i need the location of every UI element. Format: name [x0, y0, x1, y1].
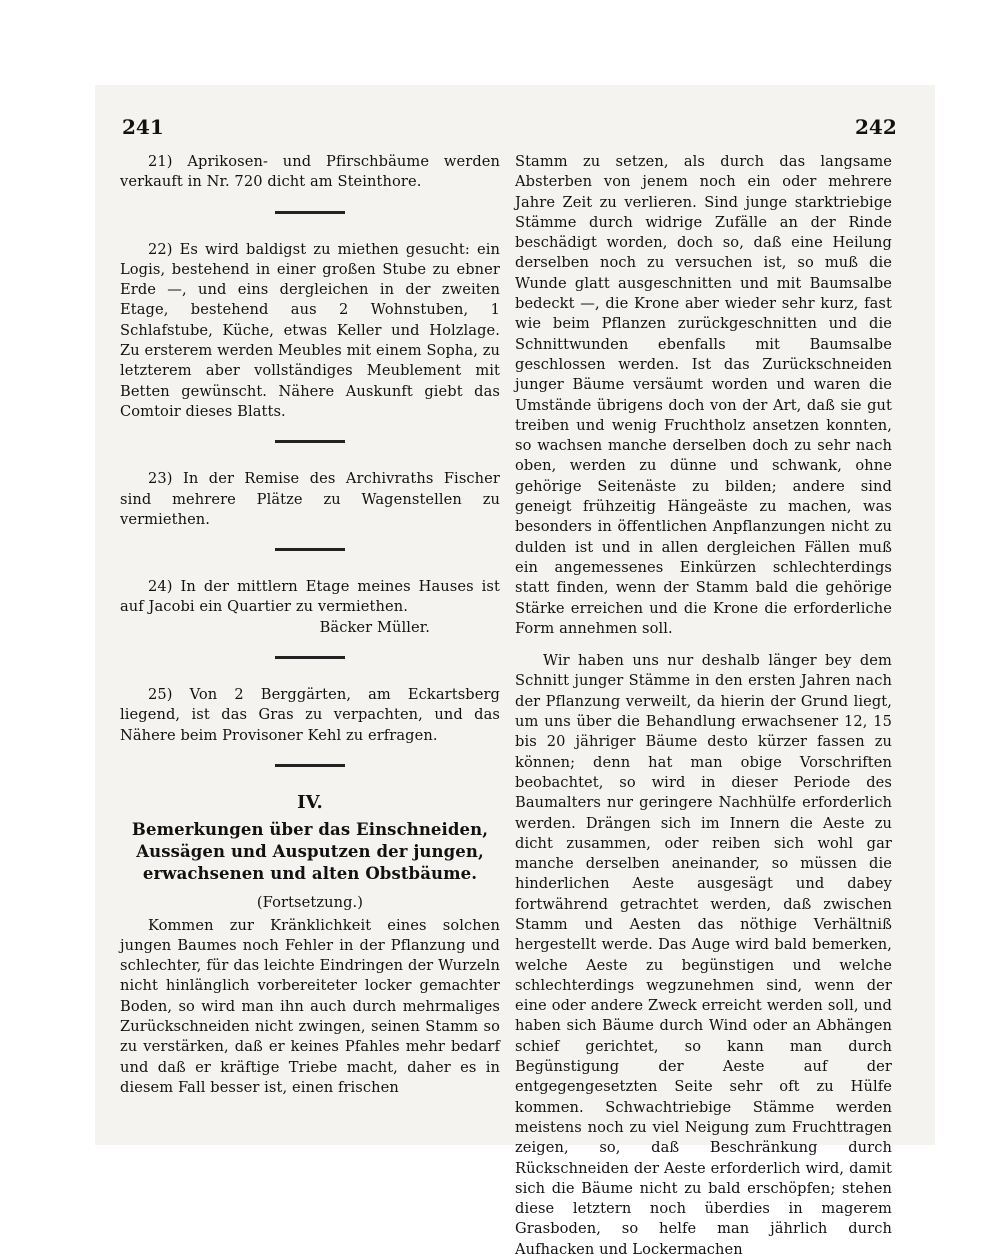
article-paragraph-2: Wir haben uns nur deshalb länger bey dem Schnitt junger Stämme in den ersten Jahren nach der Pflanzung verweilt, da hierin der Grund liegt, um uns über die Behandlung erwachsener 12, 15 bis 20 jähriger Bäume desto kürzer fassen zu können; denn hat man obige Vorschriften beobachtet, so wird in dieser Periode des Baumalters nur geringere Nachhülfe erforderlich werden. Drängen sich im Innern die Aeste zu dicht zusammen, oder reiben sich wohl gar manche derselben aneinander, so müssen die hinderlichen Aeste ausgesägt und dabey fortwährend getrachtet werden, daß zwischen Stamm und Aesten das nöthige Verhältniß hergestellt werde. Das Auge wird bald bemerken, welche Aeste zu begünstigen und welche schlechterdings wegzunehmen sind, wenn der eine oder andere Zweck erreicht werden soll, und haben sich Bäume durch Wind oder an Abhängen schief gerichtet, so kann man durch Begünstigung der Aeste auf der entgegengesetzten Seite sehr oft zu Hülfe kommen. Schwachtriebige Stämme werden meistens noch zu viel Neigung zum Fruchttragen zeigen, so, daß Beschränkung durch Rückschneiden der Aeste erforderlich wird, damit sich die Bäume nicht zu bald erschöpfen; stehen diese letztern noch überdies in magerem Grasboden, so helfe man jährlich durch Aufhacken und Lockermachen [515, 652, 892, 1258]
right-column [515, 152, 892, 1260]
section-body-left: Kommen zur Kränklichkeit eines solchen jungen Baumes noch Fehler in der Pflanzung und schlechter, für das leichte Eindringen der Wurzeln nicht hinlänglich vorbereiteter locker gemachter Boden, so wird man ihn auch durch mehrmaliges Zurückschneiden nicht zwingen, seinen Stamm so zu verstärken, daß er keines Pfahles mehr bedarf und daß er kräftige Triebe macht, daher es in diesem Fall besser ist, einen frischen [120, 916, 500, 1096]
separator-rule [275, 211, 345, 214]
notice-24: 24) In der mittlern Etage meines Hauses ist auf Jacobi ein Quartier zu vermiethen. [120, 578, 500, 616]
page-number-right: 242 [855, 115, 897, 139]
notice-25: 25) Von 2 Berggärten, am Eckartsberg liegend, ist das Gras zu verpachten, und das Nähere beim Provisoner Kehl zu erfragen. [120, 686, 500, 744]
left-column [120, 152, 500, 1098]
separator-rule [275, 440, 345, 443]
notice-23: 23) In der Remise des Archivraths Fischer sind mehrere Plätze zu Wagenstellen zu vermiethen. [120, 470, 500, 528]
page-number-left: 241 [122, 115, 164, 139]
notice-22: 22) Es wird baldigst zu miethen gesucht: ein Logis, bestehend in einer großen Stube zu ebner Erde —, und eins dergleichen in der zweiten Etage, bestehend aus 2 Wohnstuben, 1 Schlafstube, Küche, etwas Keller und Holzlage. Zu ersterem werden Meubles mit einem Sopha, zu letzterem aber vollständiges Meublement mit Betten gewünscht. Nähere Auskunft giebt das Comtoir dieses Blatts. [120, 240, 500, 420]
separator-rule [275, 764, 345, 767]
separator-rule [275, 656, 345, 659]
notice-24-signature: Bäcker Müller. [319, 618, 430, 636]
section-heading: Bemerkungen über das Einschneiden, Aussägen und Ausputzen der jungen, erwachsenen und alten Obstbäume. [131, 820, 489, 884]
article-paragraph-1: Stamm zu setzen, als durch das langsame Absterben von jenem noch ein oder mehrere Jahre Zeit zu verlieren. Sind junge starktriebige Stämme durch widrige Zufälle an der Rinde beschädigt worden, doch so, daß eine Heilung derselben noch zu versuchen ist, so muß die Wunde glatt ausgeschnitten und mit Baumsalbe bedeckt —, die Krone aber wieder sehr kurz, fast wie beim Pflanzen zurückgeschnitten und die Schnittwunden ebenfalls mit Baumsalbe geschlossen werden. Ist das Zurückschneiden junger Bäume versäumt worden und waren die Umstände übrigens doch von der Art, daß sie gut treiben und wenig Fruchtholz ansetzen konnten, so wachsen manche derselben doch zu sehr nach oben, werden zu dünne und schwank, ohne gehörige Seitenäste zu bilden; andere sind geneigt frühzeitig Hängeäste zu machen, was besonders in öffentlichen Anpflanzungen nicht zu dulden ist und in allen dergleichen Fällen muß ein angemessenes Einkürzen schlechterdings statt finden, wenn der Stamm bald die gehörige Stärke erreichen und die Krone die erforderliche Form annehmen soll. [515, 153, 892, 637]
continuation-note: (Fortsetzung.) [256, 894, 364, 912]
notice-21: 21) Aprikosen- und Pfirschbäume werden verkauft in Nr. 720 dicht am Steinthore. [120, 153, 500, 191]
section-number: IV. [297, 791, 323, 813]
separator-rule [275, 548, 345, 551]
